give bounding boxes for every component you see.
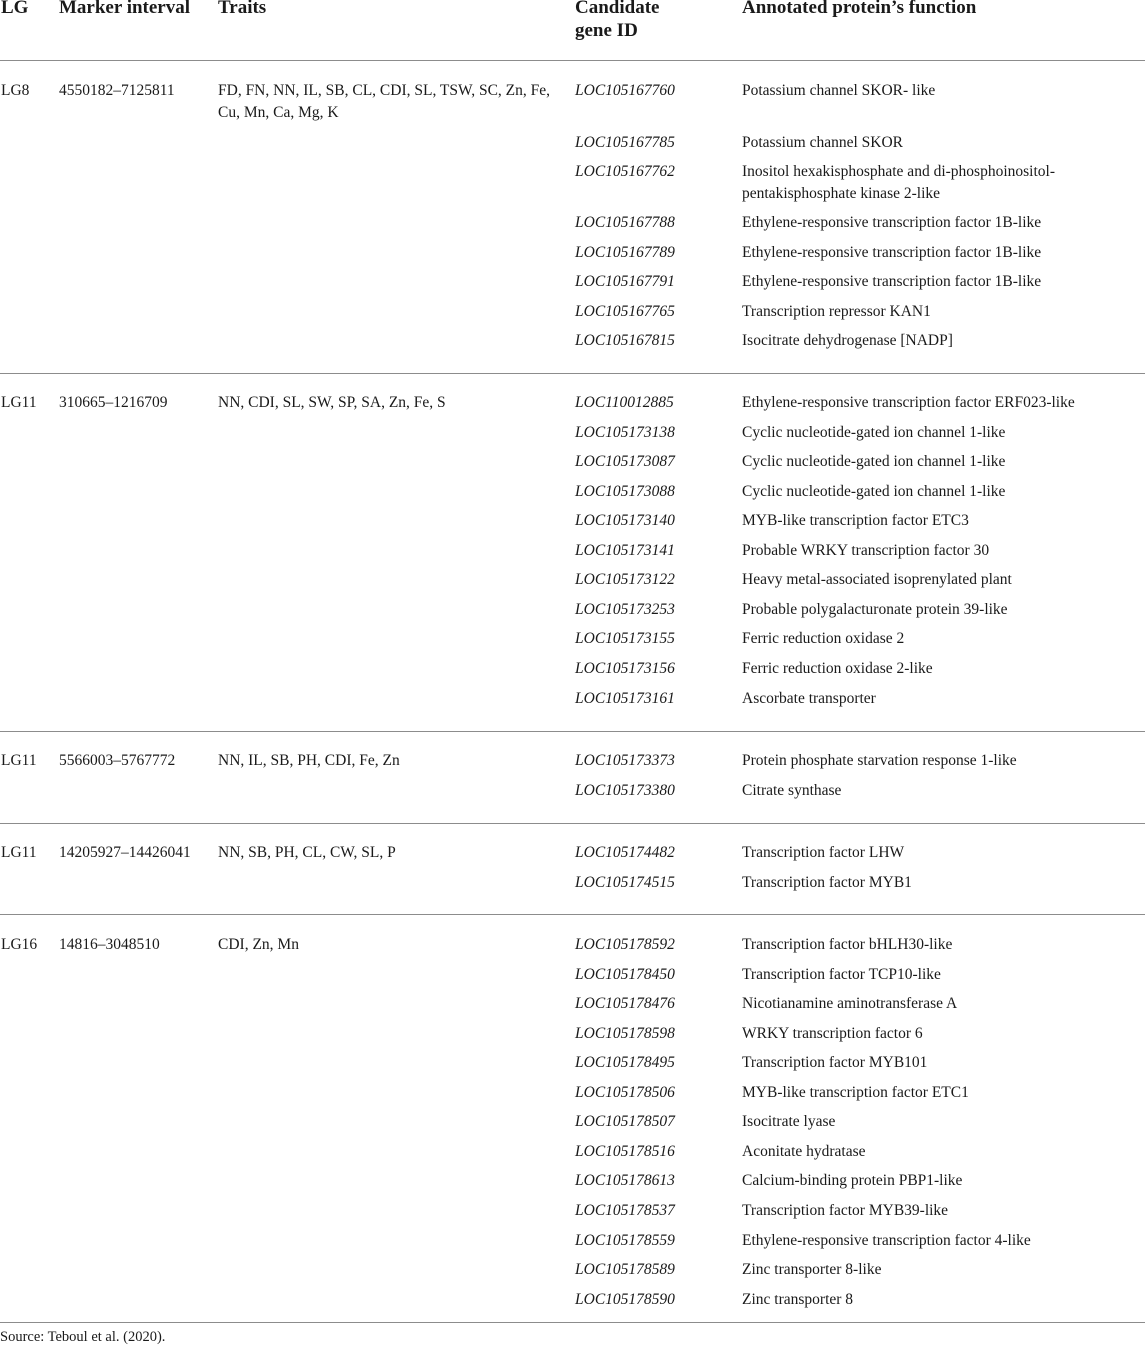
protein-function-cell: Probable WRKY transcription factor 30 (742, 541, 990, 559)
protein-function-cell: Transcription factor MYB1 (742, 873, 912, 891)
header-candidate-gene-id (575, 0, 659, 42)
gene-id-cell: LOC105174515 (575, 873, 675, 891)
gene-id-cell: LOC105178506 (575, 1083, 675, 1101)
gene-id-cell: LOC105173155 (575, 630, 675, 648)
protein-function-cell: Ethylene-responsive transcription factor ERF023-like (742, 394, 1075, 411)
header-function: Annotated protein’s function (742, 0, 977, 18)
protein-function-cell: Transcription factor LHW (742, 844, 905, 861)
table-rule (0, 731, 1145, 732)
gene-id-cell: LOC105173087 (575, 453, 675, 471)
gene-id-cell: LOC105173253 (575, 600, 675, 618)
gene-id-cell: LOC110012885 (575, 394, 674, 411)
gene-id-cell: LOC105173122 (575, 571, 675, 589)
header-lg: LG (1, 0, 29, 18)
gene-id-cell: LOC105167789 (575, 243, 675, 261)
protein-function-cell: Ethylene-responsive transcription factor 1B-like (742, 273, 1042, 291)
source-note: Source: Teboul et al. (2020). (0, 1329, 166, 1345)
protein-function-cell: Potassium channel SKOR (742, 133, 904, 151)
protein-function-cell: Transcription factor TCP10-like (742, 965, 941, 983)
protein-function-cell: Cyclic nucleotide-gated ion channel 1-like (742, 482, 1006, 500)
lg-cell: LG11 (1, 752, 37, 769)
table-rule (0, 1322, 1145, 1323)
protein-function-cell: Ferric reduction oxidase 2-like (742, 659, 933, 677)
header-traits: Traits (218, 0, 267, 18)
lg-cell: LG8 (1, 82, 30, 99)
protein-function-cell: Ethylene-responsive transcription factor 1B-like (742, 243, 1042, 261)
protein-function-cell: Aconitate hydratase (742, 1142, 866, 1160)
protein-function-cell: Zinc transporter 8-like (742, 1261, 882, 1279)
gene-id-cell: LOC105173141 (575, 541, 675, 559)
protein-function-cell: Ethylene-responsive transcription factor 1B-like (742, 214, 1042, 232)
table-rule (0, 823, 1145, 824)
marker-interval-cell: 4550182–7125811 (59, 82, 175, 99)
gene-id-cell: LOC105174482 (575, 844, 675, 861)
gene-id-cell: LOC105173380 (575, 781, 675, 799)
protein-function-cell: Isocitrate dehydrogenase [NADP] (742, 332, 953, 350)
gene-id-cell: LOC105167791 (575, 273, 675, 291)
protein-function-cell: Cyclic nucleotide-gated ion channel 1-like (742, 423, 1006, 441)
protein-function-cell: Citrate synthase (742, 781, 842, 799)
table-rule (0, 373, 1145, 374)
protein-function-cell: Potassium channel SKOR- like (742, 82, 936, 99)
protein-function-cell: Ferric reduction oxidase 2 (742, 630, 905, 648)
lg-cell: LG11 (1, 844, 37, 861)
protein-function-cell: Cyclic nucleotide-gated ion channel 1-like (742, 453, 1006, 471)
gene-id-cell: LOC105178613 (575, 1172, 675, 1190)
gene-id-cell: LOC105173088 (575, 482, 675, 500)
protein-function-cell: Protein phosphate starvation response 1-like (742, 752, 1017, 769)
protein-function-cell: Ethylene-responsive transcription factor 4-like (742, 1231, 1031, 1249)
protein-function-cell: WRKY transcription factor 6 (742, 1024, 923, 1042)
table-rule (0, 60, 1145, 61)
protein-function-cell: Isocitrate lyase (742, 1113, 836, 1131)
protein-function-cell: Transcription repressor KAN1 (742, 302, 931, 320)
protein-function-cell: Transcription factor MYB101 (742, 1054, 928, 1072)
gene-id-cell: LOC105178592 (575, 936, 675, 953)
gene-id-cell: LOC105167785 (575, 133, 675, 151)
header-gene-line1: Candidate (575, 0, 660, 18)
gene-id-cell: LOC105178590 (575, 1290, 675, 1308)
gene-id-cell: LOC105167788 (575, 214, 675, 232)
table-rule (0, 914, 1145, 915)
protein-function-cell: Zinc transporter 8 (742, 1290, 854, 1308)
gene-id-cell: LOC105167815 (575, 332, 675, 350)
gene-id-cell: LOC105178450 (575, 965, 675, 983)
gene-id-cell: LOC105167762 (575, 163, 675, 181)
gene-id-cell: LOC105173156 (575, 659, 675, 677)
gene-id-cell: LOC105167765 (575, 302, 675, 320)
gene-id-cell: LOC105167760 (575, 82, 675, 99)
protein-function-cell: Inositol hexakisphosphate and di-phosphoinositol-pentakisphosphate kinase 2-like (742, 163, 1055, 203)
traits-cell: NN, IL, SB, PH, CDI, Fe, Zn (218, 752, 400, 769)
protein-function-cell: Calcium-binding protein PBP1-like (742, 1172, 963, 1190)
protein-function-cell: Ascorbate transporter (742, 689, 876, 707)
protein-function-cell: Heavy metal-associated isoprenylated plant (742, 571, 1012, 589)
protein-function-cell: MYB-like transcription factor ETC1 (742, 1083, 969, 1101)
marker-interval-cell: 5566003–5767772 (59, 752, 176, 769)
marker-interval-cell: 14816–3048510 (59, 936, 160, 953)
marker-interval-cell: 14205927–14426041 (59, 844, 191, 861)
gene-id-cell: LOC105173161 (575, 689, 675, 707)
protein-function-cell: Probable polygalacturonate protein 39-like (742, 600, 1008, 618)
lg-cell: LG11 (1, 394, 37, 411)
marker-interval-cell: 310665–1216709 (59, 394, 168, 411)
protein-function-cell: Transcription factor MYB39-like (742, 1201, 949, 1219)
gene-id-cell: LOC105173140 (575, 512, 675, 530)
gene-id-cell: LOC105178598 (575, 1024, 675, 1042)
header-gene-line2: gene ID (575, 20, 638, 41)
protein-function-cell: Transcription factor bHLH30-like (742, 936, 953, 953)
protein-function-cell: MYB-like transcription factor ETC3 (742, 512, 969, 530)
traits-cell: CDI, Zn, Mn (218, 936, 299, 953)
gene-id-cell: LOC105178507 (575, 1113, 675, 1131)
gene-id-cell: LOC105178537 (575, 1201, 675, 1219)
gene-id-cell: LOC105178476 (575, 995, 675, 1013)
gene-id-cell: LOC105173373 (575, 752, 675, 769)
gene-id-cell: LOC105178559 (575, 1231, 675, 1249)
traits-cell: NN, CDI, SL, SW, SP, SA, Zn, Fe, S (218, 394, 446, 411)
lg-cell: LG16 (1, 936, 38, 953)
gene-id-cell: LOC105178495 (575, 1054, 675, 1072)
gene-id-cell: LOC105178516 (575, 1142, 675, 1160)
traits-cell: NN, SB, PH, CL, CW, SL, P (218, 844, 396, 861)
gene-id-cell: LOC105178589 (575, 1261, 675, 1279)
header-marker-interval: Marker interval (59, 0, 191, 18)
traits-cell: FD, FN, NN, IL, SB, CL, CDI, SL, TSW, SC, Zn, Fe, Cu, Mn, Ca, Mg, K (218, 82, 551, 121)
gene-id-cell: LOC105173138 (575, 423, 675, 441)
protein-function-cell: Nicotianamine aminotransferase A (742, 995, 958, 1013)
